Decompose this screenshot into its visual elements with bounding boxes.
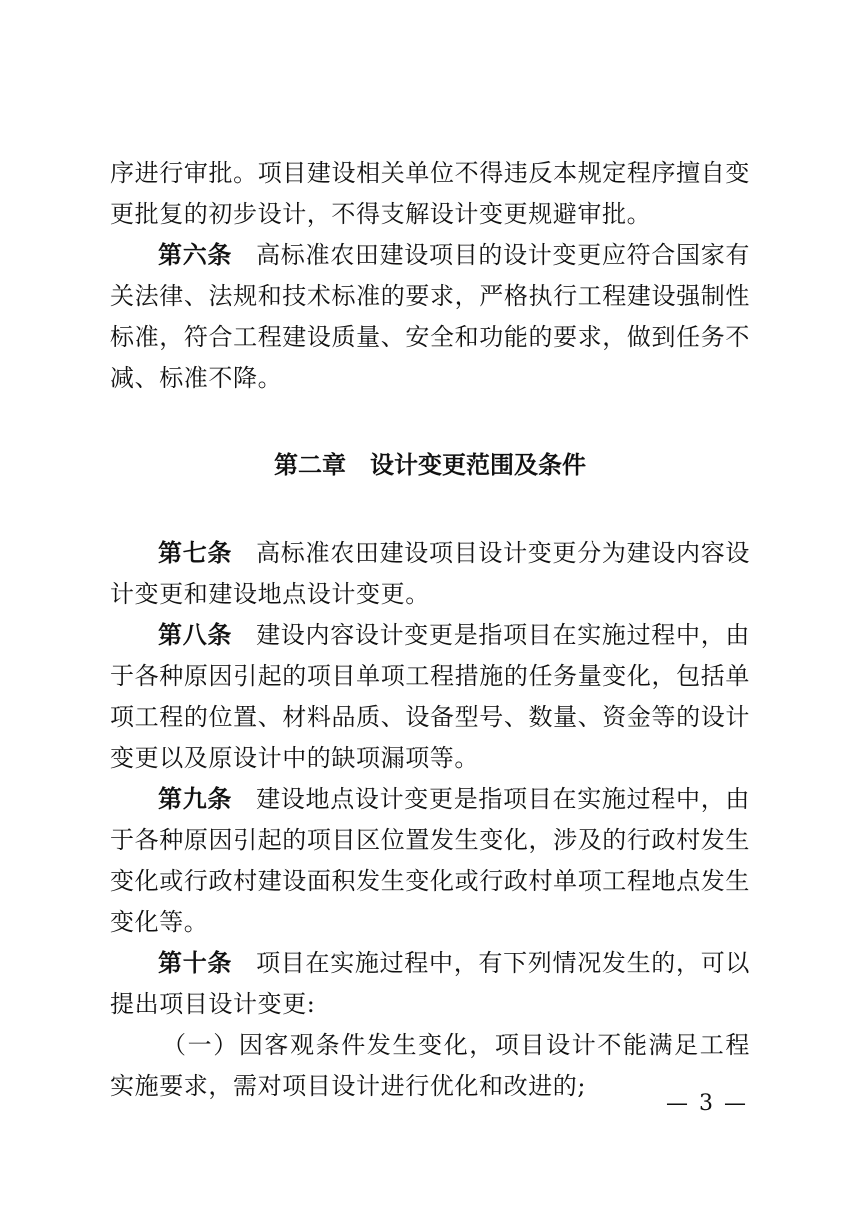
- paragraph-continuation: 序进行审批。项目建设相关单位不得违反本规定程序擅自变更批复的初步设计，不得支解设计变更规避审批。: [110, 159, 750, 228]
- article-6-number: 第六条: [158, 241, 233, 269]
- article-10-number: 第十条: [158, 949, 233, 977]
- article-9-number: 第九条: [158, 785, 233, 813]
- article-8-number: 第八条: [158, 621, 233, 649]
- article-7: [110, 533, 750, 615]
- article-6-text: 高标准农田建设项目的设计变更应符合国家有关法律、法规和技术标准的要求，严格执行工程建设强制性标准，符合工程建设质量、安全和功能的要求，做到任务不减、标准不降。: [110, 241, 750, 392]
- page-number: — 3 —: [666, 1091, 748, 1116]
- article-6: [110, 235, 750, 399]
- chapter-title: 设计变更范围及条件: [370, 451, 586, 479]
- list-item-1: （一）因客观条件发生变化，项目设计不能满足工程实施要求，需对项目设计进行优化和改进的;: [110, 1031, 750, 1100]
- article-10: [110, 943, 750, 1025]
- article-8-text: 建设内容设计变更是指项目在实施过程中，由于各种原因引起的项目单项工程措施的任务量变化，包括单项工程的位置、材料品质、设备型号、数量、资金等的设计变更以及原设计中的缺项漏项等。: [110, 621, 750, 772]
- article-10-text: 项目在实施过程中，有下列情况发生的，可以提出项目设计变更:: [110, 949, 750, 1018]
- article-9-text: 建设地点设计变更是指项目在实施过程中，由于各种原因引起的项目区位置发生变化，涉及的行政村发生变化或行政村建设面积发生变化或行政村单项工程地点发生变化等。: [110, 785, 750, 936]
- document-body: [110, 153, 750, 1107]
- article-7-text: 高标准农田建设项目设计变更分为建设内容设计变更和建设地点设计变更。: [110, 539, 750, 608]
- article-8: [110, 615, 750, 779]
- chapter-heading: [110, 445, 750, 486]
- chapter-number: 第二章: [274, 451, 346, 479]
- article-9: [110, 779, 750, 943]
- article-7-number: 第七条: [158, 539, 233, 567]
